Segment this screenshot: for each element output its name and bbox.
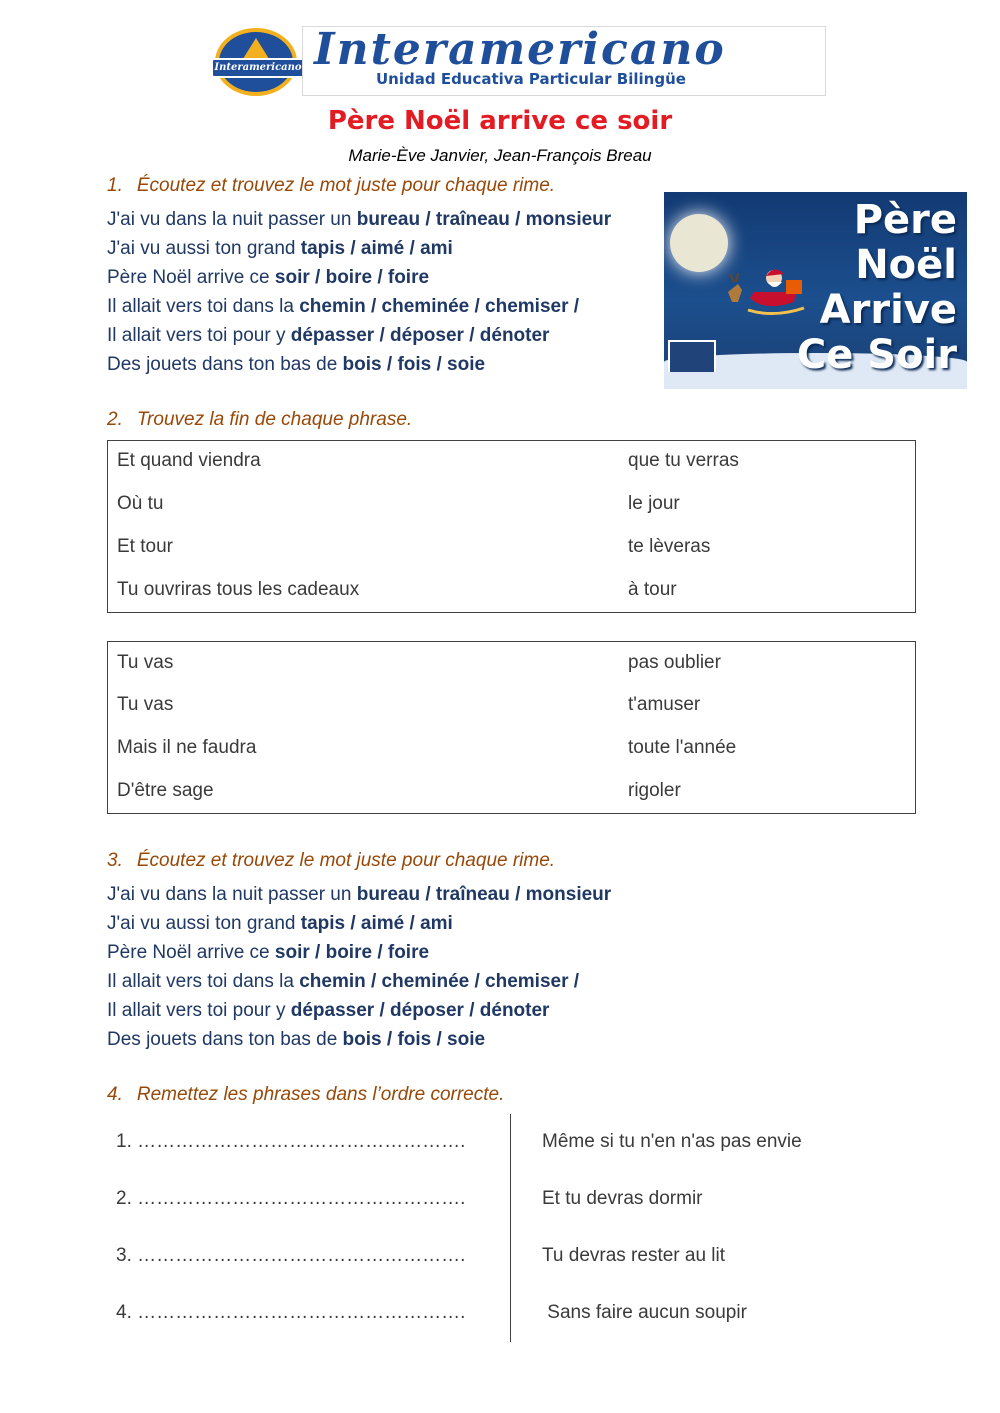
- section-3-lines: [107, 880, 611, 1054]
- phrase-end[interactable]: toute l'année: [628, 737, 737, 758]
- section-2-heading-text: Trouvez la fin de chaque phrase.: [136, 409, 413, 430]
- line-text: Il allait vers toi dans la: [107, 971, 300, 992]
- column-divider: [510, 1114, 511, 1342]
- line-text: J'ai vu aussi ton grand: [107, 238, 301, 259]
- line-text: Il allait vers toi pour y: [107, 1000, 291, 1021]
- answer-blank-1[interactable]: 1. …………………………………………….: [116, 1131, 466, 1152]
- phrase-start[interactable]: Tu vas: [117, 652, 174, 673]
- rhyme-line: [107, 909, 611, 938]
- line-options[interactable]: dépasser / déposer / dénoter: [290, 325, 550, 346]
- rhyme-line: [107, 938, 611, 967]
- page-title: Père Noël arrive ce soir: [327, 106, 673, 136]
- line-options[interactable]: bureau / traîneau / monsieur: [356, 209, 612, 230]
- line-options[interactable]: tapis / aimé / ami: [300, 913, 453, 934]
- table-row: [108, 780, 915, 810]
- house-icon: [668, 340, 716, 372]
- line-text: J'ai vu dans la nuit passer un: [107, 209, 357, 230]
- table-row: [108, 579, 915, 609]
- phrase-start[interactable]: Tu vas: [117, 694, 174, 715]
- table-row: [108, 450, 915, 480]
- rhyme-line: [107, 292, 611, 321]
- phrase-start[interactable]: Mais il ne faudra: [117, 737, 257, 758]
- school-header: [210, 26, 830, 100]
- line-text: J'ai vu dans la nuit passer un: [107, 884, 357, 905]
- phrase-start[interactable]: Où tu: [117, 493, 164, 514]
- sentence-option: Tu devras rester au lit: [542, 1245, 726, 1266]
- line-text: Il allait vers toi pour y: [107, 325, 291, 346]
- sentence-option: Même si tu n'en n'as pas envie: [542, 1131, 802, 1152]
- rhyme-line: [107, 1025, 611, 1054]
- authors: Marie-Ève Janvier, Jean-François Breau: [348, 146, 652, 165]
- section-1-heading: [107, 175, 555, 197]
- line-options[interactable]: dépasser / déposer / dénoter: [290, 1000, 550, 1021]
- table-row: [108, 652, 915, 682]
- line-options[interactable]: bois / fois / soie: [342, 354, 486, 375]
- phrase-end[interactable]: à tour: [628, 579, 677, 600]
- brand-name: Interamericano: [314, 24, 726, 75]
- order-exercise: [107, 1114, 916, 1344]
- line-text: J'ai vu aussi ton grand: [107, 913, 301, 934]
- line-options[interactable]: soir / boire / foire: [274, 267, 430, 288]
- sentence-option: Et tu devras dormir: [542, 1188, 703, 1209]
- line-text: Des jouets dans ton bas de: [107, 1029, 343, 1050]
- phrase-start[interactable]: Tu ouvriras tous les cadeaux: [117, 579, 360, 600]
- answer-blank-3[interactable]: 3. …………………………………………….: [116, 1245, 466, 1266]
- phrase-end[interactable]: rigoler: [628, 780, 681, 801]
- section-4-heading: [107, 1084, 504, 1106]
- rhyme-line: [107, 967, 611, 996]
- table-row: [108, 737, 915, 767]
- phrase-end[interactable]: te lèveras: [628, 536, 711, 557]
- song-illustration: [664, 192, 967, 389]
- illustration-title-line: Ce Soir: [796, 332, 957, 378]
- section-4-heading-text: Remettez les phrases dans l’ordre correcte.: [136, 1084, 505, 1105]
- phrase-end[interactable]: t'amuser: [628, 694, 701, 715]
- phrase-start[interactable]: Et tour: [117, 536, 173, 557]
- answer-blank-4[interactable]: 4. …………………………………………….: [116, 1302, 466, 1323]
- line-text: Il allait vers toi dans la: [107, 296, 300, 317]
- illustration-title: [767, 198, 957, 378]
- section-1-number: 1.: [107, 175, 123, 196]
- section-1-heading-text: Écoutez et trouvez le mot juste pour chaque rime.: [136, 175, 556, 196]
- rhyme-line: [107, 263, 611, 292]
- line-options[interactable]: chemin / cheminée / chemiser /: [299, 971, 580, 992]
- phrase-start[interactable]: D'être sage: [117, 780, 214, 801]
- badge-ribbon-text: Interamericano: [211, 58, 305, 78]
- rhyme-line: [107, 321, 611, 350]
- illustration-title-line: Arrive: [819, 287, 957, 333]
- rhyme-line: [107, 350, 611, 379]
- table-row: [108, 493, 915, 523]
- rhyme-line: [107, 880, 611, 909]
- section-3-heading-text: Écoutez et trouvez le mot juste pour chaque rime.: [136, 850, 556, 871]
- match-table-2: [107, 641, 916, 814]
- line-options[interactable]: soir / boire / foire: [274, 942, 430, 963]
- phrase-end[interactable]: le jour: [628, 493, 680, 514]
- match-table-1: [107, 440, 916, 613]
- line-text: Père Noël arrive ce: [107, 267, 275, 288]
- line-options[interactable]: chemin / cheminée / chemiser /: [299, 296, 580, 317]
- line-text: Des jouets dans ton bas de: [107, 354, 343, 375]
- line-options[interactable]: bois / fois / soie: [342, 1029, 486, 1050]
- line-options[interactable]: bureau / traîneau / monsieur: [356, 884, 612, 905]
- moon-icon: [670, 214, 728, 272]
- section-1-lines: [107, 205, 611, 379]
- section-4-number: 4.: [107, 1084, 123, 1105]
- section-2-heading: [107, 409, 412, 431]
- line-text: Père Noël arrive ce: [107, 942, 275, 963]
- section-2-number: 2.: [107, 409, 123, 430]
- table-row: [108, 536, 915, 566]
- rhyme-line: [107, 234, 611, 263]
- rhyme-line: [107, 996, 611, 1025]
- sentence-option: Sans faire aucun soupir: [542, 1302, 747, 1323]
- line-options[interactable]: tapis / aimé / ami: [300, 238, 453, 259]
- section-3-heading: [107, 850, 555, 872]
- phrase-end[interactable]: pas oublier: [628, 652, 721, 673]
- school-badge-logo: [214, 28, 302, 96]
- brand-subtitle: Unidad Educativa Particular Bilingüe: [376, 70, 686, 88]
- phrase-start[interactable]: Et quand viendra: [117, 450, 261, 471]
- illustration-title-line: Père Noël: [853, 197, 957, 288]
- answer-blank-2[interactable]: 2. …………………………………………….: [116, 1188, 466, 1209]
- phrase-end[interactable]: que tu verras: [628, 450, 739, 471]
- section-3-number: 3.: [107, 850, 123, 871]
- table-row: [108, 694, 915, 724]
- rhyme-line: [107, 205, 611, 234]
